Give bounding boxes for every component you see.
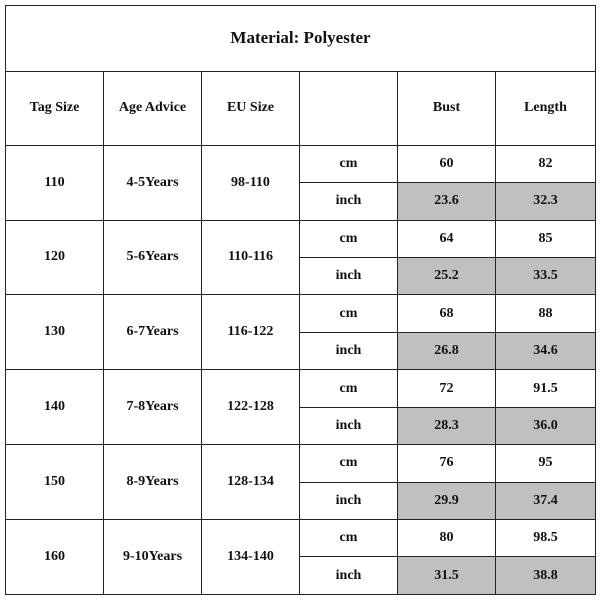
age-advice-cell: 4-5Years [104, 145, 202, 220]
bust-inch-cell: 31.5 [398, 557, 496, 595]
header-bust: Bust [398, 71, 496, 145]
header-length: Length [496, 71, 596, 145]
unit-inch-cell: inch [300, 407, 398, 444]
unit-cm-cell: cm [300, 445, 398, 482]
size-chart-table [5, 5, 596, 595]
length-inch-cell: 38.8 [496, 557, 596, 595]
age-advice-cell: 9-10Years [104, 520, 202, 595]
material-title: Material: Polyester [6, 6, 596, 72]
age-advice-cell: 5-6Years [104, 220, 202, 295]
eu-size-cell: 134-140 [202, 520, 300, 595]
eu-size-cell: 116-122 [202, 295, 300, 370]
unit-inch-cell: inch [300, 557, 398, 595]
bust-cm-cell: 68 [398, 295, 496, 332]
eu-size-cell: 122-128 [202, 370, 300, 445]
length-inch-cell: 37.4 [496, 482, 596, 519]
age-advice-cell: 8-9Years [104, 445, 202, 520]
tag-size-cell: 120 [6, 220, 104, 295]
header-tag-size: Tag Size [6, 71, 104, 145]
unit-cm-cell: cm [300, 220, 398, 257]
tag-size-cell: 150 [6, 445, 104, 520]
tag-size-cell: 110 [6, 145, 104, 220]
table-row [6, 295, 596, 332]
length-cm-cell: 91.5 [496, 370, 596, 407]
unit-inch-cell: inch [300, 257, 398, 294]
age-advice-cell: 6-7Years [104, 295, 202, 370]
header-age-advice: Age Advice [104, 71, 202, 145]
header-eu-size: EU Size [202, 71, 300, 145]
length-cm-cell: 95 [496, 445, 596, 482]
length-inch-cell: 34.6 [496, 332, 596, 369]
age-advice-cell: 7-8Years [104, 370, 202, 445]
eu-size-cell: 98-110 [202, 145, 300, 220]
unit-cm-cell: cm [300, 295, 398, 332]
unit-inch-cell: inch [300, 482, 398, 519]
length-inch-cell: 33.5 [496, 257, 596, 294]
tag-size-cell: 130 [6, 295, 104, 370]
table-row [6, 220, 596, 257]
bust-cm-cell: 80 [398, 520, 496, 557]
unit-cm-cell: cm [300, 145, 398, 182]
bust-cm-cell: 76 [398, 445, 496, 482]
table-row [6, 370, 596, 407]
eu-size-cell: 128-134 [202, 445, 300, 520]
unit-inch-cell: inch [300, 332, 398, 369]
header-unit [300, 71, 398, 145]
title-row [6, 6, 596, 72]
unit-cm-cell: cm [300, 370, 398, 407]
table-row [6, 520, 596, 557]
length-cm-cell: 88 [496, 295, 596, 332]
bust-inch-cell: 29.9 [398, 482, 496, 519]
table-row [6, 445, 596, 482]
length-cm-cell: 85 [496, 220, 596, 257]
tag-size-cell: 140 [6, 370, 104, 445]
bust-cm-cell: 64 [398, 220, 496, 257]
length-inch-cell: 36.0 [496, 407, 596, 444]
table-row [6, 145, 596, 182]
bust-cm-cell: 72 [398, 370, 496, 407]
length-cm-cell: 82 [496, 145, 596, 182]
bust-inch-cell: 26.8 [398, 332, 496, 369]
unit-cm-cell: cm [300, 520, 398, 557]
bust-inch-cell: 28.3 [398, 407, 496, 444]
bust-cm-cell: 60 [398, 145, 496, 182]
eu-size-cell: 110-116 [202, 220, 300, 295]
bust-inch-cell: 25.2 [398, 257, 496, 294]
header-row [6, 71, 596, 145]
length-cm-cell: 98.5 [496, 520, 596, 557]
length-inch-cell: 32.3 [496, 183, 596, 220]
tag-size-cell: 160 [6, 520, 104, 595]
bust-inch-cell: 23.6 [398, 183, 496, 220]
unit-inch-cell: inch [300, 183, 398, 220]
